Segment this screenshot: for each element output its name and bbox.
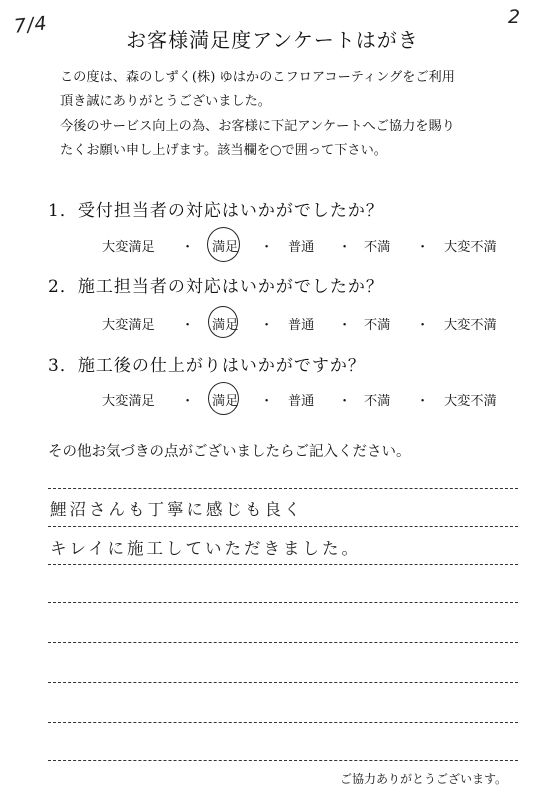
separator-dot: ・	[416, 240, 430, 255]
separator-dot: ・	[181, 394, 195, 409]
intro-line: この度は、森のしずく(株) ゆはかのこフロアコーティングをご利用	[60, 70, 455, 85]
handwritten-comment: キレイに施工していただきました。	[50, 539, 362, 558]
dashed-rule	[48, 602, 518, 603]
option-very-satisfied[interactable]: 大変満足	[102, 394, 155, 409]
separator-dot: ・	[338, 240, 352, 255]
other-comments-prompt: その他お気づきの点がございましたらご記入ください。	[48, 444, 411, 460]
separator-dot: ・	[416, 318, 430, 333]
intro-line: たくお願い申し上げます。該当欄を○で囲って下さい。	[60, 142, 387, 158]
option-very-dissatisfied[interactable]: 大変不満	[444, 318, 497, 333]
dashed-rule	[48, 682, 518, 683]
separator-dot: ・	[260, 394, 274, 409]
option-satisfied-selected[interactable]	[211, 390, 239, 409]
intro-line: 今後のサービス向上の為、お客様に下記アンケートへご協力を賜り	[60, 118, 455, 134]
separator-dot: ・	[338, 394, 352, 409]
dashed-rule	[48, 526, 518, 527]
option-satisfied-selected[interactable]	[211, 236, 239, 255]
option-neutral[interactable]: 普通	[288, 394, 315, 409]
dashed-rule	[48, 642, 518, 643]
dashed-rule	[48, 488, 518, 489]
option-very-satisfied[interactable]: 大変満足	[102, 240, 155, 255]
thank-you-footer: ご協力ありがとうございます。	[340, 772, 508, 786]
question-2: 2．施工担当者の対応はいかがでしたか？	[48, 277, 384, 297]
selection-circle	[208, 306, 238, 338]
option-neutral[interactable]: 普通	[288, 318, 315, 333]
option-dissatisfied[interactable]: 不満	[364, 394, 391, 409]
survey-title: お客様満足度アンケートはがき	[126, 28, 419, 52]
option-satisfied-selected[interactable]	[211, 314, 239, 333]
option-neutral[interactable]: 普通	[288, 240, 315, 255]
option-very-dissatisfied[interactable]: 大変不満	[444, 394, 497, 409]
handwritten-comment: 鯉沼さんも丁寧に感じも良く	[50, 500, 304, 519]
option-label: 満足	[212, 240, 239, 255]
dashed-rule	[48, 564, 518, 565]
selection-circle	[208, 382, 239, 415]
intro-line: 頂き誠にありがとうございました。	[60, 94, 271, 110]
question-1: 1．受付担当者の対応はいかがでしたか？	[48, 201, 384, 221]
option-label: 満足	[212, 394, 239, 409]
intro-text	[60, 66, 530, 163]
dashed-rule	[48, 760, 518, 761]
separator-dot: ・	[260, 240, 274, 255]
handwritten-date: 7/4	[12, 12, 49, 38]
dashed-rule	[48, 722, 518, 723]
separator-dot: ・	[260, 318, 274, 333]
option-dissatisfied[interactable]: 不満	[364, 240, 391, 255]
separator-dot: ・	[416, 394, 430, 409]
separator-dot: ・	[181, 318, 195, 333]
option-very-dissatisfied[interactable]: 大変不満	[444, 240, 497, 255]
option-dissatisfied[interactable]: 不満	[364, 318, 391, 333]
selection-circle	[207, 227, 240, 262]
separator-dot: ・	[181, 240, 195, 255]
question-2-options	[0, 314, 545, 338]
question-3-options	[0, 390, 545, 414]
question-3: 3．施工後の仕上がりはいかがですか？	[48, 356, 366, 376]
option-label: 満足	[212, 318, 239, 333]
question-1-options	[0, 236, 545, 260]
handwritten-page-number: 2	[508, 6, 521, 28]
separator-dot: ・	[338, 318, 352, 333]
option-very-satisfied[interactable]: 大変満足	[102, 318, 155, 333]
